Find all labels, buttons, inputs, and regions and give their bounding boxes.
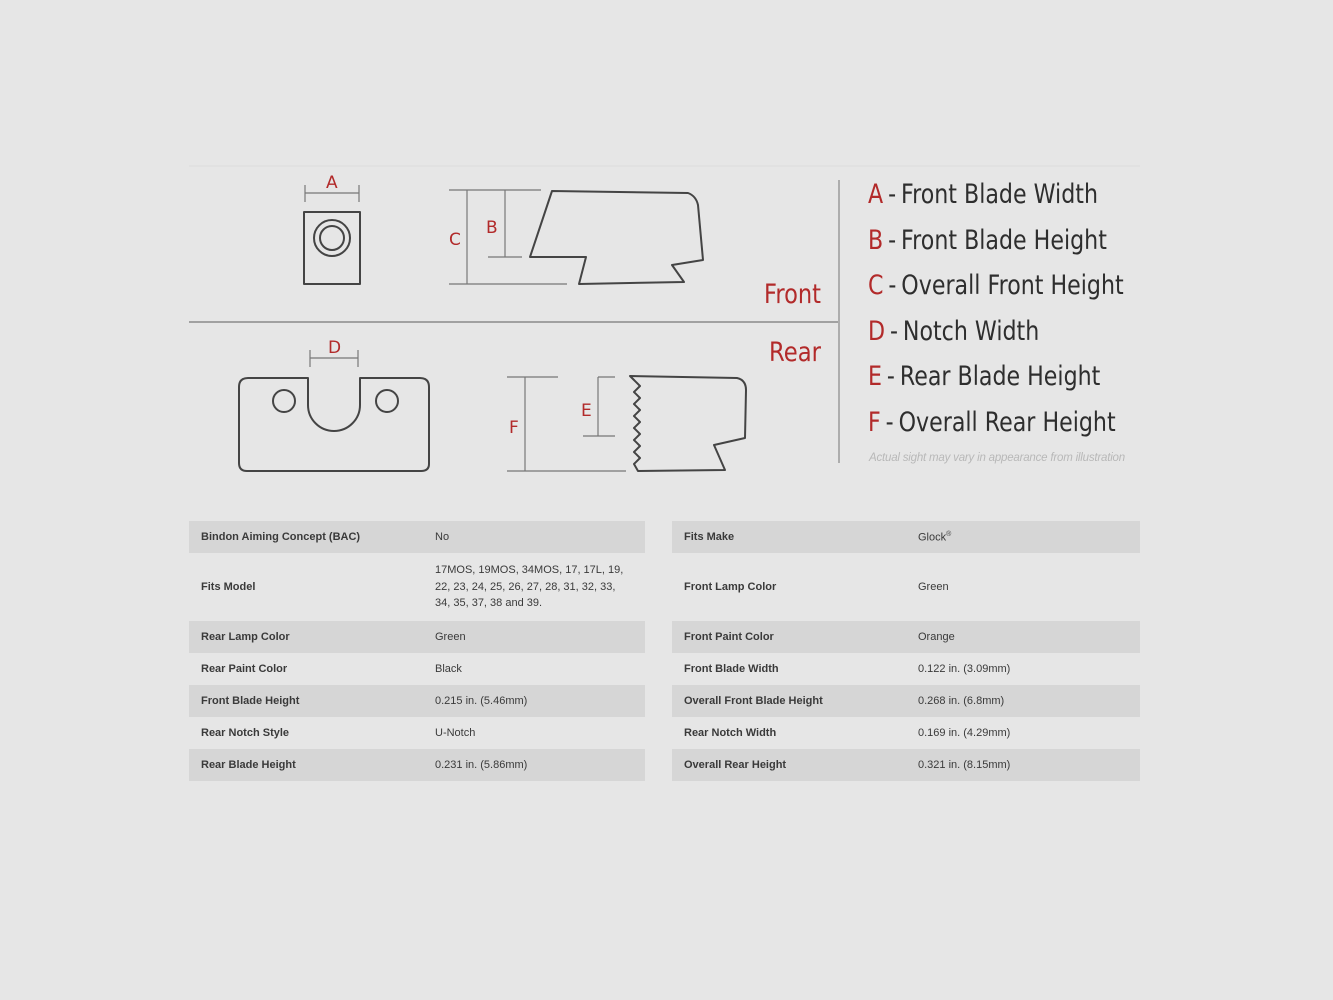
- legend-item-e: E - Rear Blade Height: [868, 361, 1101, 393]
- spec-key: Bindon Aiming Concept (BAC): [189, 521, 423, 553]
- spec-value: 0.215 in. (5.46mm): [423, 685, 645, 717]
- spec-value: Black: [435, 662, 462, 675]
- rear-sight-side-view: [630, 376, 746, 471]
- spec-value: 17MOS, 19MOS, 34MOS, 17, 17L, 19, 22, 23, 24, 25, 26, 27, 28, 31, 32, 33, 34, 35, 37, 38 and 39.: [435, 564, 624, 610]
- rear-sight-end-view: [239, 378, 429, 471]
- spec-key: Fits Make: [672, 521, 906, 553]
- table-row: [189, 521, 645, 553]
- table-row: [672, 685, 1140, 717]
- spec-value: 0.231 in. (5.86mm): [423, 749, 645, 781]
- spec-key: Overall Rear Height: [672, 749, 906, 781]
- legend-item-a: A - Front Blade Width: [868, 179, 1098, 210]
- spec-key: Rear Notch Width: [684, 726, 777, 739]
- spec-value-text: Glock: [918, 532, 947, 545]
- specs-table-right: [672, 521, 1140, 781]
- spec-key: Front Lamp Color: [684, 580, 777, 593]
- spec-value: Orange: [906, 621, 1140, 653]
- spec-key: Overall Front Blade Height: [672, 685, 906, 717]
- front-blade-side-view: [530, 191, 703, 284]
- legend-item-f: F - Overall Rear Height: [868, 406, 1116, 438]
- legend-item-b: B - Front Blade Height: [868, 224, 1107, 256]
- table-row: [189, 749, 645, 781]
- registered-mark: ®: [946, 531, 952, 539]
- spec-key: Rear Paint Color: [201, 662, 288, 675]
- specs-table-left: [189, 521, 645, 781]
- dimension-label-c: C: [449, 230, 461, 250]
- front-section-label: Front: [764, 279, 821, 310]
- spec-key: Rear Notch Style: [201, 726, 290, 739]
- spec-value: Green: [918, 580, 949, 593]
- table-row: [189, 685, 645, 717]
- spec-key: Front Paint Color: [672, 621, 906, 653]
- spec-value: Green: [423, 621, 645, 653]
- spec-value: [906, 521, 1140, 553]
- front-blade-end-view: [304, 212, 360, 284]
- table-row: [672, 653, 1140, 685]
- table-row: [672, 521, 1140, 553]
- table-row: [189, 621, 645, 653]
- table-row: [672, 717, 1140, 749]
- table-row: [672, 553, 1140, 621]
- spec-value: No: [423, 521, 645, 553]
- spec-value: 0.122 in. (3.09mm): [918, 662, 1011, 675]
- dimension-legend: [868, 174, 1180, 448]
- spec-key: Rear Lamp Color: [189, 621, 423, 653]
- dimension-label-d: D: [328, 338, 342, 358]
- spec-key: Front Blade Height: [189, 685, 423, 717]
- table-row: [189, 717, 645, 749]
- spec-value: 0.268 in. (6.8mm): [906, 685, 1140, 717]
- spec-value: U-Notch: [435, 726, 476, 739]
- table-row: [672, 749, 1140, 781]
- spec-value: 0.321 in. (8.15mm): [906, 749, 1140, 781]
- dimension-label-e: E: [581, 401, 592, 421]
- spec-key: Front Blade Width: [684, 662, 779, 675]
- dimension-label-f: F: [509, 418, 519, 438]
- table-row: [189, 653, 645, 685]
- spec-value: 0.169 in. (4.29mm): [918, 726, 1011, 739]
- dimension-f: [507, 377, 626, 471]
- legend-item-d: D - Notch Width: [868, 315, 1040, 347]
- rear-section-label: Rear: [769, 337, 822, 368]
- dimension-c: [449, 190, 567, 284]
- table-row: [672, 621, 1140, 653]
- spec-key: Rear Blade Height: [189, 749, 423, 781]
- spec-key: Fits Model: [201, 580, 256, 593]
- legend-item-c: C - Overall Front Height: [868, 270, 1124, 302]
- dimension-label-b: B: [486, 218, 498, 238]
- table-row: [189, 553, 645, 621]
- dimension-label-a: A: [326, 173, 338, 193]
- illustration-disclaimer: Actual sight may vary in appearance from illustration: [869, 452, 1125, 464]
